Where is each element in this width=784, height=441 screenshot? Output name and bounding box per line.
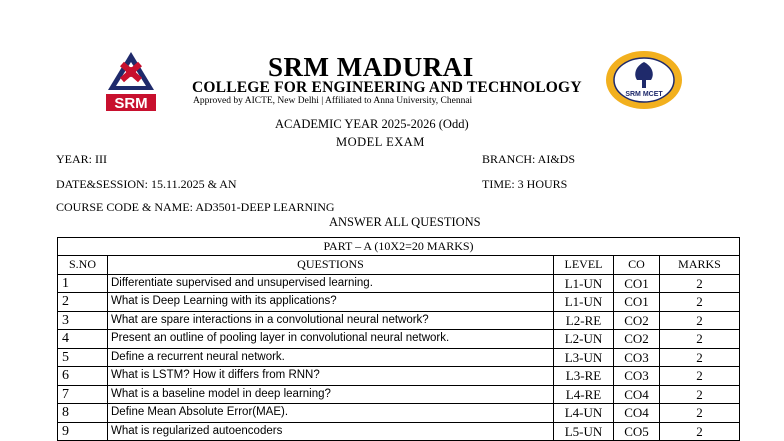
srm-logo <box>100 50 162 112</box>
row-co: CO3 <box>614 348 660 367</box>
row-level: L3-UN <box>554 348 614 367</box>
row-level: L4-RE <box>554 385 614 404</box>
row-marks: 2 <box>660 367 740 386</box>
row-sno: 8 <box>58 404 108 423</box>
question-rows <box>58 274 740 441</box>
row-level: L1-UN <box>554 293 614 312</box>
college-subtitle: COLLEGE FOR ENGINEERING AND TECHNOLOGY <box>192 79 582 96</box>
table-row <box>58 367 740 386</box>
col-header-co: CO <box>614 256 660 275</box>
approval-line: Approved by AICTE, New Delhi | Affiliated to Anna University, Chennai <box>193 96 473 106</box>
row-sno: 3 <box>58 311 108 330</box>
row-question: Present an outline of pooling layer in convolutional neural network. <box>108 330 554 349</box>
row-co: CO4 <box>614 404 660 423</box>
row-marks: 2 <box>660 311 740 330</box>
table-row <box>58 274 740 293</box>
date-session-info: DATE&SESSION: 15.11.2025 & AN <box>56 177 237 191</box>
row-level: L4-UN <box>554 404 614 423</box>
part-title: PART – A (10X2=20 MARKS) <box>58 238 740 256</box>
row-co: CO3 <box>614 367 660 386</box>
course-info: COURSE CODE & NAME: AD3501-DEEP LEARNING <box>56 200 335 214</box>
table-row <box>58 330 740 349</box>
row-question: Define a recurrent neural network. <box>108 348 554 367</box>
row-marks: 2 <box>660 348 740 367</box>
row-co: CO1 <box>614 293 660 312</box>
row-question: What is a baseline model in deep learning? <box>108 385 554 404</box>
col-header-marks: MARKS <box>660 256 740 275</box>
time-info: TIME: 3 HOURS <box>482 177 568 191</box>
row-co: CO2 <box>614 311 660 330</box>
row-marks: 2 <box>660 422 740 441</box>
row-sno: 2 <box>58 293 108 312</box>
row-level: L2-RE <box>554 311 614 330</box>
table-row <box>58 311 740 330</box>
part-header-row <box>58 238 740 256</box>
row-level: L5-UN <box>554 422 614 441</box>
row-marks: 2 <box>660 330 740 349</box>
row-sno: 9 <box>58 422 108 441</box>
row-question: What is Deep Learning with its applications? <box>108 293 554 312</box>
table-row <box>58 348 740 367</box>
logo-right-text: SRM MCET <box>625 91 663 98</box>
row-question: What is regularized autoencoders <box>108 422 554 441</box>
table-row <box>58 422 740 441</box>
row-co: CO5 <box>614 422 660 441</box>
row-sno: 4 <box>58 330 108 349</box>
instruction: ANSWER ALL QUESTIONS <box>329 215 481 229</box>
row-marks: 2 <box>660 385 740 404</box>
col-header-sno: S.NO <box>58 256 108 275</box>
academic-year: ACADEMIC YEAR 2025-2026 (Odd) <box>275 117 469 131</box>
row-sno: 7 <box>58 385 108 404</box>
row-marks: 2 <box>660 293 740 312</box>
row-level: L3-RE <box>554 367 614 386</box>
row-question: What are spare interactions in a convolutional neural network? <box>108 311 554 330</box>
row-question: What is LSTM? How it differs from RNN? <box>108 367 554 386</box>
question-table <box>57 237 740 441</box>
table-row <box>58 293 740 312</box>
table-row <box>58 404 740 423</box>
row-sno: 5 <box>58 348 108 367</box>
srm-mcet-seal <box>603 50 685 110</box>
row-sno: 6 <box>58 367 108 386</box>
row-level: L2-UN <box>554 330 614 349</box>
row-question: Define Mean Absolute Error(MAE). <box>108 404 554 423</box>
col-header-questions: QUESTIONS <box>108 256 554 275</box>
row-marks: 2 <box>660 274 740 293</box>
row-co: CO2 <box>614 330 660 349</box>
row-marks: 2 <box>660 404 740 423</box>
table-row <box>58 385 740 404</box>
col-header-level: LEVEL <box>554 256 614 275</box>
row-co: CO4 <box>614 385 660 404</box>
column-header-row <box>58 256 740 275</box>
year-info: YEAR: III <box>56 152 107 166</box>
row-question: Differentiate supervised and unsupervised learning. <box>108 274 554 293</box>
row-co: CO1 <box>614 274 660 293</box>
row-level: L1-UN <box>554 274 614 293</box>
branch-info: BRANCH: AI&DS <box>482 152 576 166</box>
logo-left-text: SRM <box>114 95 148 112</box>
exam-title: MODEL EXAM <box>336 135 425 149</box>
row-sno: 1 <box>58 274 108 293</box>
college-name: SRM MADURAI <box>268 52 474 82</box>
